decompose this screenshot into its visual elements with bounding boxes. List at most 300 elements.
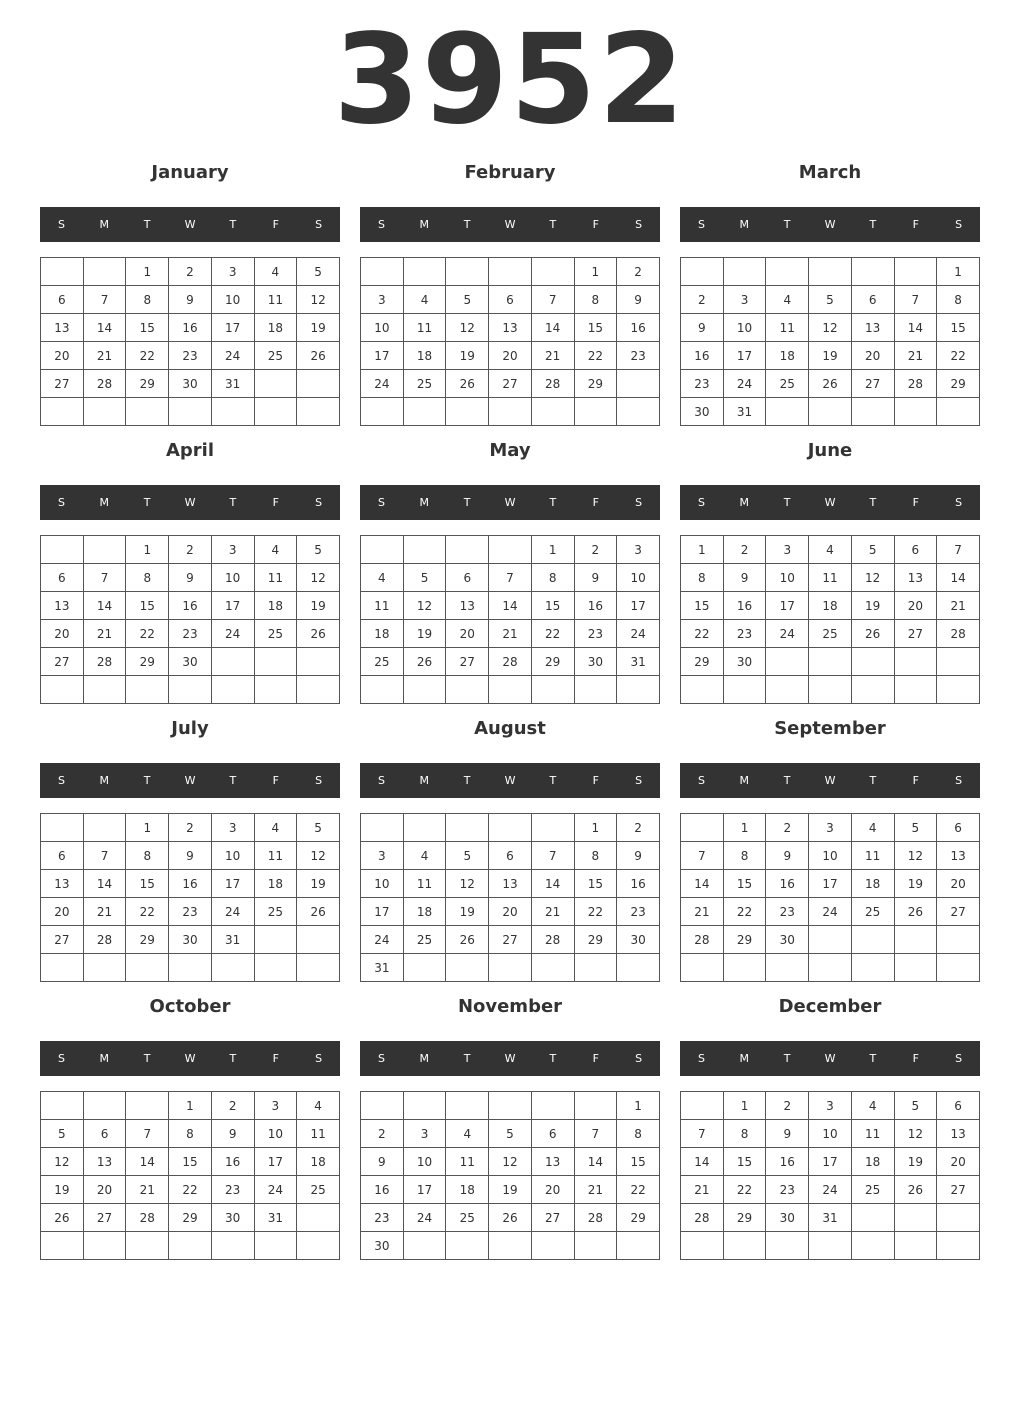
day-cell: 2 bbox=[617, 814, 660, 842]
day-cell bbox=[617, 398, 660, 426]
day-cell: 28 bbox=[681, 926, 724, 954]
weekday-label: F bbox=[272, 496, 279, 509]
day-cell: 24 bbox=[723, 370, 766, 398]
day-cell: 4 bbox=[297, 1092, 340, 1120]
day-cell: 30 bbox=[211, 1204, 254, 1232]
day-cell: 15 bbox=[723, 1148, 766, 1176]
day-cell bbox=[126, 1232, 169, 1260]
day-cell bbox=[489, 1092, 532, 1120]
week-row bbox=[681, 286, 980, 314]
week-row bbox=[361, 1120, 660, 1148]
day-cell: 18 bbox=[809, 592, 852, 620]
day-cell: 18 bbox=[766, 342, 809, 370]
day-cell bbox=[851, 258, 894, 286]
day-cell: 11 bbox=[254, 842, 297, 870]
month-april bbox=[40, 438, 340, 708]
day-cell: 25 bbox=[254, 342, 297, 370]
weekday-label: T bbox=[229, 218, 237, 231]
day-cell: 26 bbox=[894, 898, 937, 926]
day-cell: 26 bbox=[894, 1176, 937, 1204]
month-december bbox=[680, 994, 980, 1264]
day-cell: 5 bbox=[489, 1120, 532, 1148]
week-row bbox=[41, 954, 340, 982]
weekday-label: S bbox=[697, 774, 705, 787]
weekday-label: S bbox=[635, 1052, 643, 1065]
week-row bbox=[41, 286, 340, 314]
day-cell: 8 bbox=[126, 564, 169, 592]
day-cell bbox=[403, 1092, 446, 1120]
weekday-label: T bbox=[463, 1052, 471, 1065]
day-cell: 11 bbox=[446, 1148, 489, 1176]
day-cell bbox=[126, 398, 169, 426]
day-cell: 1 bbox=[126, 814, 169, 842]
weekday-label: T bbox=[463, 496, 471, 509]
day-cell: 27 bbox=[41, 370, 84, 398]
weekday-label: M bbox=[739, 496, 750, 509]
day-cell bbox=[766, 954, 809, 982]
day-cell: 13 bbox=[489, 314, 532, 342]
weekday-label: F bbox=[912, 496, 919, 509]
day-cell: 19 bbox=[894, 870, 937, 898]
day-cell bbox=[446, 536, 489, 564]
day-cell bbox=[937, 926, 980, 954]
day-cell: 21 bbox=[681, 898, 724, 926]
day-cell: 25 bbox=[403, 926, 446, 954]
day-cell: 29 bbox=[617, 1204, 660, 1232]
weekday-label: T bbox=[549, 218, 557, 231]
day-cell: 18 bbox=[851, 870, 894, 898]
day-cell: 6 bbox=[531, 1120, 574, 1148]
day-cell: 4 bbox=[446, 1120, 489, 1148]
day-cell: 2 bbox=[766, 814, 809, 842]
weekday-label: T bbox=[143, 218, 151, 231]
month-september bbox=[680, 716, 980, 986]
weekday-label: M bbox=[739, 218, 750, 231]
day-cell: 30 bbox=[766, 1204, 809, 1232]
day-cell: 9 bbox=[169, 842, 212, 870]
weekday-header bbox=[680, 485, 980, 520]
day-cell: 17 bbox=[403, 1176, 446, 1204]
day-cell bbox=[254, 648, 297, 676]
weekday-label: F bbox=[592, 774, 599, 787]
weekday-label: W bbox=[824, 218, 836, 231]
day-cell: 5 bbox=[403, 564, 446, 592]
day-cell: 27 bbox=[531, 1204, 574, 1232]
day-cell bbox=[297, 1204, 340, 1232]
day-cell bbox=[297, 1232, 340, 1260]
day-cell: 30 bbox=[723, 648, 766, 676]
day-cell: 14 bbox=[531, 870, 574, 898]
day-cell bbox=[851, 926, 894, 954]
day-cell bbox=[766, 258, 809, 286]
day-cell: 30 bbox=[681, 398, 724, 426]
day-cell: 28 bbox=[681, 1204, 724, 1232]
day-cell: 20 bbox=[937, 1148, 980, 1176]
day-grid bbox=[360, 1091, 660, 1260]
day-cell: 29 bbox=[126, 926, 169, 954]
day-cell: 14 bbox=[681, 1148, 724, 1176]
day-cell: 13 bbox=[894, 564, 937, 592]
day-cell: 23 bbox=[169, 620, 212, 648]
day-cell bbox=[211, 398, 254, 426]
day-cell: 18 bbox=[297, 1148, 340, 1176]
week-row bbox=[681, 898, 980, 926]
day-cell: 15 bbox=[126, 870, 169, 898]
weekday-label: T bbox=[783, 1052, 791, 1065]
day-cell: 12 bbox=[41, 1148, 84, 1176]
day-cell: 31 bbox=[361, 954, 404, 982]
weekday-label: S bbox=[57, 774, 65, 787]
day-cell: 9 bbox=[169, 564, 212, 592]
day-cell: 30 bbox=[361, 1232, 404, 1260]
day-cell: 19 bbox=[403, 620, 446, 648]
weekday-label: S bbox=[315, 1052, 323, 1065]
day-cell: 20 bbox=[41, 620, 84, 648]
day-cell: 4 bbox=[254, 814, 297, 842]
month-february bbox=[360, 160, 660, 430]
day-cell: 13 bbox=[489, 870, 532, 898]
day-cell: 3 bbox=[211, 536, 254, 564]
day-cell: 7 bbox=[894, 286, 937, 314]
day-cell: 11 bbox=[403, 314, 446, 342]
day-cell: 13 bbox=[41, 592, 84, 620]
day-cell: 29 bbox=[681, 648, 724, 676]
day-cell: 27 bbox=[937, 1176, 980, 1204]
day-cell: 2 bbox=[169, 536, 212, 564]
week-row bbox=[41, 898, 340, 926]
day-cell bbox=[403, 398, 446, 426]
day-cell: 22 bbox=[169, 1176, 212, 1204]
weekday-label: S bbox=[315, 774, 323, 787]
week-row bbox=[41, 1204, 340, 1232]
weekday-label: F bbox=[912, 218, 919, 231]
weekday-header bbox=[680, 207, 980, 242]
day-cell: 7 bbox=[531, 842, 574, 870]
day-cell: 18 bbox=[361, 620, 404, 648]
day-cell: 19 bbox=[446, 342, 489, 370]
day-cell: 29 bbox=[169, 1204, 212, 1232]
month-name: August bbox=[474, 718, 546, 739]
day-cell: 26 bbox=[297, 342, 340, 370]
day-cell: 17 bbox=[766, 592, 809, 620]
day-cell: 10 bbox=[361, 314, 404, 342]
day-cell: 18 bbox=[851, 1148, 894, 1176]
day-cell: 22 bbox=[574, 342, 617, 370]
day-cell: 8 bbox=[531, 564, 574, 592]
day-cell: 8 bbox=[126, 842, 169, 870]
day-cell bbox=[681, 258, 724, 286]
day-cell bbox=[681, 954, 724, 982]
day-cell: 31 bbox=[723, 398, 766, 426]
day-cell bbox=[809, 954, 852, 982]
day-cell: 11 bbox=[361, 592, 404, 620]
day-cell: 17 bbox=[254, 1148, 297, 1176]
week-row bbox=[361, 564, 660, 592]
month-name: February bbox=[464, 162, 556, 183]
week-row bbox=[41, 620, 340, 648]
day-cell: 16 bbox=[617, 314, 660, 342]
day-cell bbox=[894, 648, 937, 676]
day-cell: 11 bbox=[851, 842, 894, 870]
week-row bbox=[41, 592, 340, 620]
day-cell: 11 bbox=[254, 564, 297, 592]
week-row bbox=[681, 370, 980, 398]
day-cell: 6 bbox=[937, 1092, 980, 1120]
week-row bbox=[361, 870, 660, 898]
day-cell bbox=[937, 398, 980, 426]
week-row bbox=[361, 1204, 660, 1232]
day-cell: 13 bbox=[41, 314, 84, 342]
day-cell: 27 bbox=[489, 370, 532, 398]
weekday-label: F bbox=[272, 1052, 279, 1065]
month-july bbox=[40, 716, 340, 986]
day-cell: 23 bbox=[361, 1204, 404, 1232]
week-row bbox=[681, 314, 980, 342]
week-row bbox=[681, 954, 980, 982]
day-cell bbox=[446, 954, 489, 982]
day-cell: 15 bbox=[723, 870, 766, 898]
week-row bbox=[361, 954, 660, 982]
month-name: April bbox=[165, 440, 215, 461]
day-cell: 3 bbox=[809, 814, 852, 842]
day-cell: 14 bbox=[531, 314, 574, 342]
month-january bbox=[40, 160, 340, 430]
day-grid bbox=[360, 257, 660, 426]
day-cell: 28 bbox=[531, 370, 574, 398]
day-cell: 4 bbox=[254, 258, 297, 286]
day-cell bbox=[361, 258, 404, 286]
day-cell: 10 bbox=[211, 286, 254, 314]
day-cell: 12 bbox=[297, 564, 340, 592]
day-cell: 12 bbox=[809, 314, 852, 342]
day-cell: 21 bbox=[531, 898, 574, 926]
day-grid bbox=[40, 1091, 340, 1260]
day-cell: 10 bbox=[617, 564, 660, 592]
day-cell: 13 bbox=[937, 1120, 980, 1148]
day-cell bbox=[41, 398, 84, 426]
day-cell bbox=[211, 676, 254, 704]
day-grid bbox=[40, 535, 340, 704]
day-grid bbox=[360, 535, 660, 704]
day-cell: 25 bbox=[254, 898, 297, 926]
day-cell: 22 bbox=[126, 898, 169, 926]
weekday-label: W bbox=[504, 1052, 516, 1065]
week-row bbox=[681, 1120, 980, 1148]
day-cell: 10 bbox=[403, 1148, 446, 1176]
day-cell: 20 bbox=[489, 898, 532, 926]
day-cell bbox=[766, 676, 809, 704]
day-cell: 23 bbox=[681, 370, 724, 398]
day-cell: 26 bbox=[851, 620, 894, 648]
day-cell: 9 bbox=[723, 564, 766, 592]
weekday-header bbox=[680, 1041, 980, 1076]
day-cell: 12 bbox=[894, 1120, 937, 1148]
day-cell: 26 bbox=[489, 1204, 532, 1232]
day-cell bbox=[211, 954, 254, 982]
weekday-label: T bbox=[549, 774, 557, 787]
day-cell: 28 bbox=[937, 620, 980, 648]
day-cell bbox=[361, 676, 404, 704]
day-cell: 31 bbox=[617, 648, 660, 676]
day-cell bbox=[766, 1232, 809, 1260]
day-cell: 7 bbox=[83, 842, 126, 870]
day-cell: 24 bbox=[211, 342, 254, 370]
day-cell: 2 bbox=[211, 1092, 254, 1120]
day-cell: 11 bbox=[809, 564, 852, 592]
day-cell bbox=[446, 1092, 489, 1120]
month-name: May bbox=[489, 440, 531, 461]
day-cell: 12 bbox=[297, 842, 340, 870]
weekday-label: T bbox=[549, 496, 557, 509]
weekday-label: T bbox=[463, 774, 471, 787]
day-cell: 20 bbox=[489, 342, 532, 370]
day-cell: 24 bbox=[211, 620, 254, 648]
week-row bbox=[41, 676, 340, 704]
day-cell: 7 bbox=[489, 564, 532, 592]
day-cell: 6 bbox=[41, 842, 84, 870]
week-row bbox=[681, 648, 980, 676]
day-cell: 22 bbox=[723, 1176, 766, 1204]
day-cell: 3 bbox=[809, 1092, 852, 1120]
day-cell bbox=[489, 258, 532, 286]
day-cell: 20 bbox=[937, 870, 980, 898]
day-cell: 10 bbox=[809, 842, 852, 870]
day-cell: 12 bbox=[403, 592, 446, 620]
day-cell: 19 bbox=[297, 314, 340, 342]
day-cell: 27 bbox=[446, 648, 489, 676]
day-cell bbox=[531, 954, 574, 982]
month-name: September bbox=[774, 718, 886, 739]
day-cell: 9 bbox=[574, 564, 617, 592]
weekday-label: T bbox=[143, 1052, 151, 1065]
day-cell: 9 bbox=[361, 1148, 404, 1176]
day-cell: 7 bbox=[574, 1120, 617, 1148]
day-cell: 14 bbox=[894, 314, 937, 342]
day-cell: 29 bbox=[126, 370, 169, 398]
day-cell bbox=[809, 926, 852, 954]
day-cell: 25 bbox=[851, 898, 894, 926]
day-cell: 14 bbox=[83, 870, 126, 898]
week-row bbox=[681, 258, 980, 286]
day-cell bbox=[41, 258, 84, 286]
week-row bbox=[361, 398, 660, 426]
week-row bbox=[361, 258, 660, 286]
weekday-label: F bbox=[592, 218, 599, 231]
day-cell bbox=[723, 676, 766, 704]
weekday-label: W bbox=[504, 496, 516, 509]
weekday-label: T bbox=[549, 1052, 557, 1065]
day-cell: 27 bbox=[489, 926, 532, 954]
week-row bbox=[41, 536, 340, 564]
weekday-label: T bbox=[869, 218, 877, 231]
weekday-label: T bbox=[463, 218, 471, 231]
day-cell: 25 bbox=[254, 620, 297, 648]
day-cell bbox=[169, 398, 212, 426]
day-cell: 28 bbox=[83, 648, 126, 676]
day-cell bbox=[894, 676, 937, 704]
week-row bbox=[41, 398, 340, 426]
day-cell: 6 bbox=[489, 286, 532, 314]
day-cell: 23 bbox=[617, 898, 660, 926]
day-cell: 3 bbox=[723, 286, 766, 314]
day-cell: 21 bbox=[574, 1176, 617, 1204]
day-grid bbox=[680, 813, 980, 982]
day-cell: 27 bbox=[937, 898, 980, 926]
day-cell bbox=[851, 954, 894, 982]
day-cell bbox=[297, 926, 340, 954]
day-cell: 14 bbox=[126, 1148, 169, 1176]
day-cell: 2 bbox=[617, 258, 660, 286]
day-cell: 10 bbox=[723, 314, 766, 342]
day-cell bbox=[489, 536, 532, 564]
weekday-label: F bbox=[272, 774, 279, 787]
day-cell: 23 bbox=[169, 342, 212, 370]
day-cell: 27 bbox=[41, 926, 84, 954]
day-cell: 24 bbox=[617, 620, 660, 648]
day-cell: 23 bbox=[617, 342, 660, 370]
day-cell: 5 bbox=[894, 1092, 937, 1120]
weekday-label: F bbox=[592, 496, 599, 509]
day-cell: 3 bbox=[766, 536, 809, 564]
week-row bbox=[361, 592, 660, 620]
week-row bbox=[41, 1148, 340, 1176]
day-cell bbox=[297, 676, 340, 704]
day-cell: 27 bbox=[851, 370, 894, 398]
day-cell bbox=[894, 398, 937, 426]
weekday-label: T bbox=[783, 496, 791, 509]
day-cell: 23 bbox=[574, 620, 617, 648]
day-cell: 23 bbox=[723, 620, 766, 648]
day-cell: 13 bbox=[531, 1148, 574, 1176]
day-cell bbox=[681, 676, 724, 704]
week-row bbox=[361, 286, 660, 314]
day-cell: 3 bbox=[361, 842, 404, 870]
day-cell: 1 bbox=[126, 536, 169, 564]
month-name: January bbox=[151, 162, 229, 183]
day-cell: 26 bbox=[403, 648, 446, 676]
day-cell: 11 bbox=[766, 314, 809, 342]
day-cell bbox=[361, 398, 404, 426]
day-cell: 30 bbox=[169, 370, 212, 398]
month-august bbox=[360, 716, 660, 986]
weekday-label: W bbox=[504, 218, 516, 231]
day-cell bbox=[894, 954, 937, 982]
day-cell bbox=[403, 1232, 446, 1260]
week-row bbox=[41, 842, 340, 870]
week-row bbox=[41, 342, 340, 370]
day-cell: 5 bbox=[41, 1120, 84, 1148]
day-cell: 14 bbox=[681, 870, 724, 898]
weekday-label: W bbox=[184, 774, 196, 787]
weekday-label: T bbox=[783, 774, 791, 787]
day-cell bbox=[851, 398, 894, 426]
week-row bbox=[681, 842, 980, 870]
day-cell: 31 bbox=[254, 1204, 297, 1232]
day-cell: 28 bbox=[83, 926, 126, 954]
weekday-label: M bbox=[739, 1052, 750, 1065]
day-cell: 6 bbox=[894, 536, 937, 564]
weekday-label: W bbox=[184, 218, 196, 231]
day-cell bbox=[531, 1092, 574, 1120]
day-grid bbox=[40, 813, 340, 982]
day-cell: 2 bbox=[361, 1120, 404, 1148]
day-cell bbox=[766, 648, 809, 676]
day-grid bbox=[680, 535, 980, 704]
day-cell: 8 bbox=[574, 842, 617, 870]
week-row bbox=[681, 620, 980, 648]
day-cell: 4 bbox=[766, 286, 809, 314]
day-cell: 6 bbox=[41, 564, 84, 592]
